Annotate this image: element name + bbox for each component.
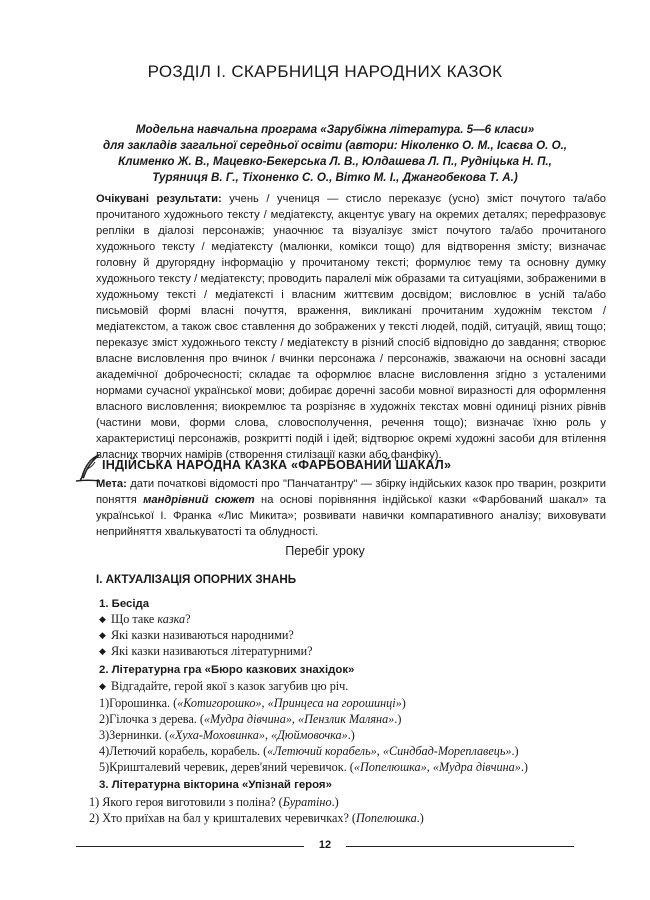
conversation-heading: 1. Бесіда [99, 598, 150, 610]
game-item: 4)Летючий корабель, корабель. («Летючий корабель», «Синдбад-Мореплавець».) [99, 744, 519, 758]
diamond-bullet-icon: ◆ [99, 614, 106, 624]
program-line: для закладів загальної середньої освіти (автори: Ніколенко О. М., Ісаєва О. О., [102, 139, 568, 152]
game-item: 1)Горошинка. («Котигорошко», «Принцеса на горошинці») [99, 696, 406, 710]
question-text: ? [185, 612, 191, 626]
game-item: 3)Зернинки. («Хуха-Моховинка», «Дюймовочка».) [99, 728, 355, 742]
question-text: Що таке [111, 612, 158, 626]
goal-text: на основі порівняння індійської казки «Фарбований шакал» та української І. Франка «Лис Микита»; розвивати навички компаративного аналізу; виховувати неприйняття хвалькуватості та облудності. [96, 494, 606, 538]
chapter-title: РОЗДІЛ І. СКАРБНИЦЯ НАРОДНИХ КАЗОК [147, 62, 503, 81]
diamond-bullet-icon: ◆ [99, 646, 106, 656]
lesson-course-heading: Перебіг уроку [285, 544, 365, 558]
lesson-goal-paragraph [96, 476, 606, 540]
goal-term: мандрівний сюжет [143, 494, 255, 506]
question-term: казка [157, 612, 186, 626]
game-heading: 2. Літературна гра «Бюро казкових знахідок» [99, 664, 355, 676]
footer-rule-left [76, 846, 304, 847]
question-item [99, 612, 191, 627]
quiz-item: 2) Хто приїхав на бал у кришталевих черевичках? (Попелюшка.) [89, 811, 424, 825]
diamond-bullet-icon: ◆ [99, 630, 106, 640]
section-heading: І. АКТУАЛІЗАЦІЯ ОПОРНИХ ЗНАНЬ [96, 573, 297, 586]
model-program-citation [95, 122, 575, 186]
diamond-bullet-icon: ◆ [99, 681, 106, 691]
question-text: Які казки називаються народними? [111, 628, 294, 642]
question-text: Які казки називаються літературними? [111, 644, 313, 658]
footer-rule-right [346, 846, 574, 847]
question-item [99, 628, 294, 643]
quiz-heading: 3. Літературна вікторина «Упізнай героя» [99, 779, 332, 791]
game-instruction [99, 679, 348, 694]
program-line: Клименко Ж. В., Мацевко-Бекерська Л. В., Юлдашева Л. П., Рудніцька Н. П., [118, 155, 552, 168]
quiz-item: 1) Якого героя виготовили з поліна? (Буратіно.) [89, 795, 339, 809]
game-item: 2)Гілочка з дерева. («Мудра дівчина», «Пензлик Маляна».) [99, 712, 402, 726]
expected-results-label: Очікувані результати: [96, 193, 222, 205]
program-line: Модельна навчальна програма «Зарубіжна література. 5—6 класи» [135, 123, 535, 136]
goal-label: Мета: [96, 478, 127, 490]
program-line: Туряниця В. Г., Тіхоненко С. О., Вітко М. І., Джангобекова Т. А.) [152, 171, 518, 184]
lesson-title: ІНДІЙСЬКА НАРОДНА КАЗКА «ФАРБОВАНИЙ ШАКАЛ» [102, 458, 452, 472]
game-item: 5)Кришталевий черевик, дерев'яний черевичок. («Попелюшка», «Мудра дівчина».) [99, 760, 528, 774]
question-item [99, 644, 313, 659]
instruction-text: Відгадайте, герой якої з казок загубив цю річ. [111, 679, 349, 693]
expected-results-text: учень / учениця — стисло переказує (усно) зміст почутого та/або прочитаного художнього тексту / медіатексту, акцентує увагу на окремих деталях; перефразовує репліки в діалозі персонажів; унаочнює та візуалізує зміст почутого та/або прочитаного художнього тексту / медіатексту (малюнки, комікси тощо) для відтворення змісту; визначає головну й другорядну інформацію у прочитаному тексті; формулює тему та основну думку художнього тексту / медіатексту; проводить паралелі між образами та ситуаціями, зображеними в художньому тексті / медіатексті і власним життєвим досвідом; висловлює в усній та/або письмовій формі власні почуття, враження, викликані прочитаним художнім текстом / медіатекстом, а також своє ставлення до зображених у тексті людей, подій, ситуацій, явищ тощо; переказує зміст художнього тексту / медіатексту в різний спосіб відповідно до завдання; створює власне висловлення про вчинок / вчинки персонажа / персонажів, зважаючи на основні засади академічної доброчесності; складає та оформлює власне висловлення згідно з усталеними нормами сучасної української мови; добирає доречні засоби мовної виразності для оформлення власного висловлення; виокремлює та розрізняє в художніх текстах мовні одиниці різних рівнів (частини мови, форми слова, словосполучення, речення тощо); визначає їхню роль у характеристиці персонажів, розкритті подій і ідей; відтворює окремі художні засоби для втілення власних творчих намірів (створення стилізації казки або фанфіку). [96, 193, 606, 461]
expected-results-paragraph [96, 191, 606, 463]
goal-text: дати початкові відомості про "Панчатантру" — збірку індійських казок про тварин, розкрити поняття [96, 478, 606, 506]
page-number: 12 [318, 839, 332, 851]
